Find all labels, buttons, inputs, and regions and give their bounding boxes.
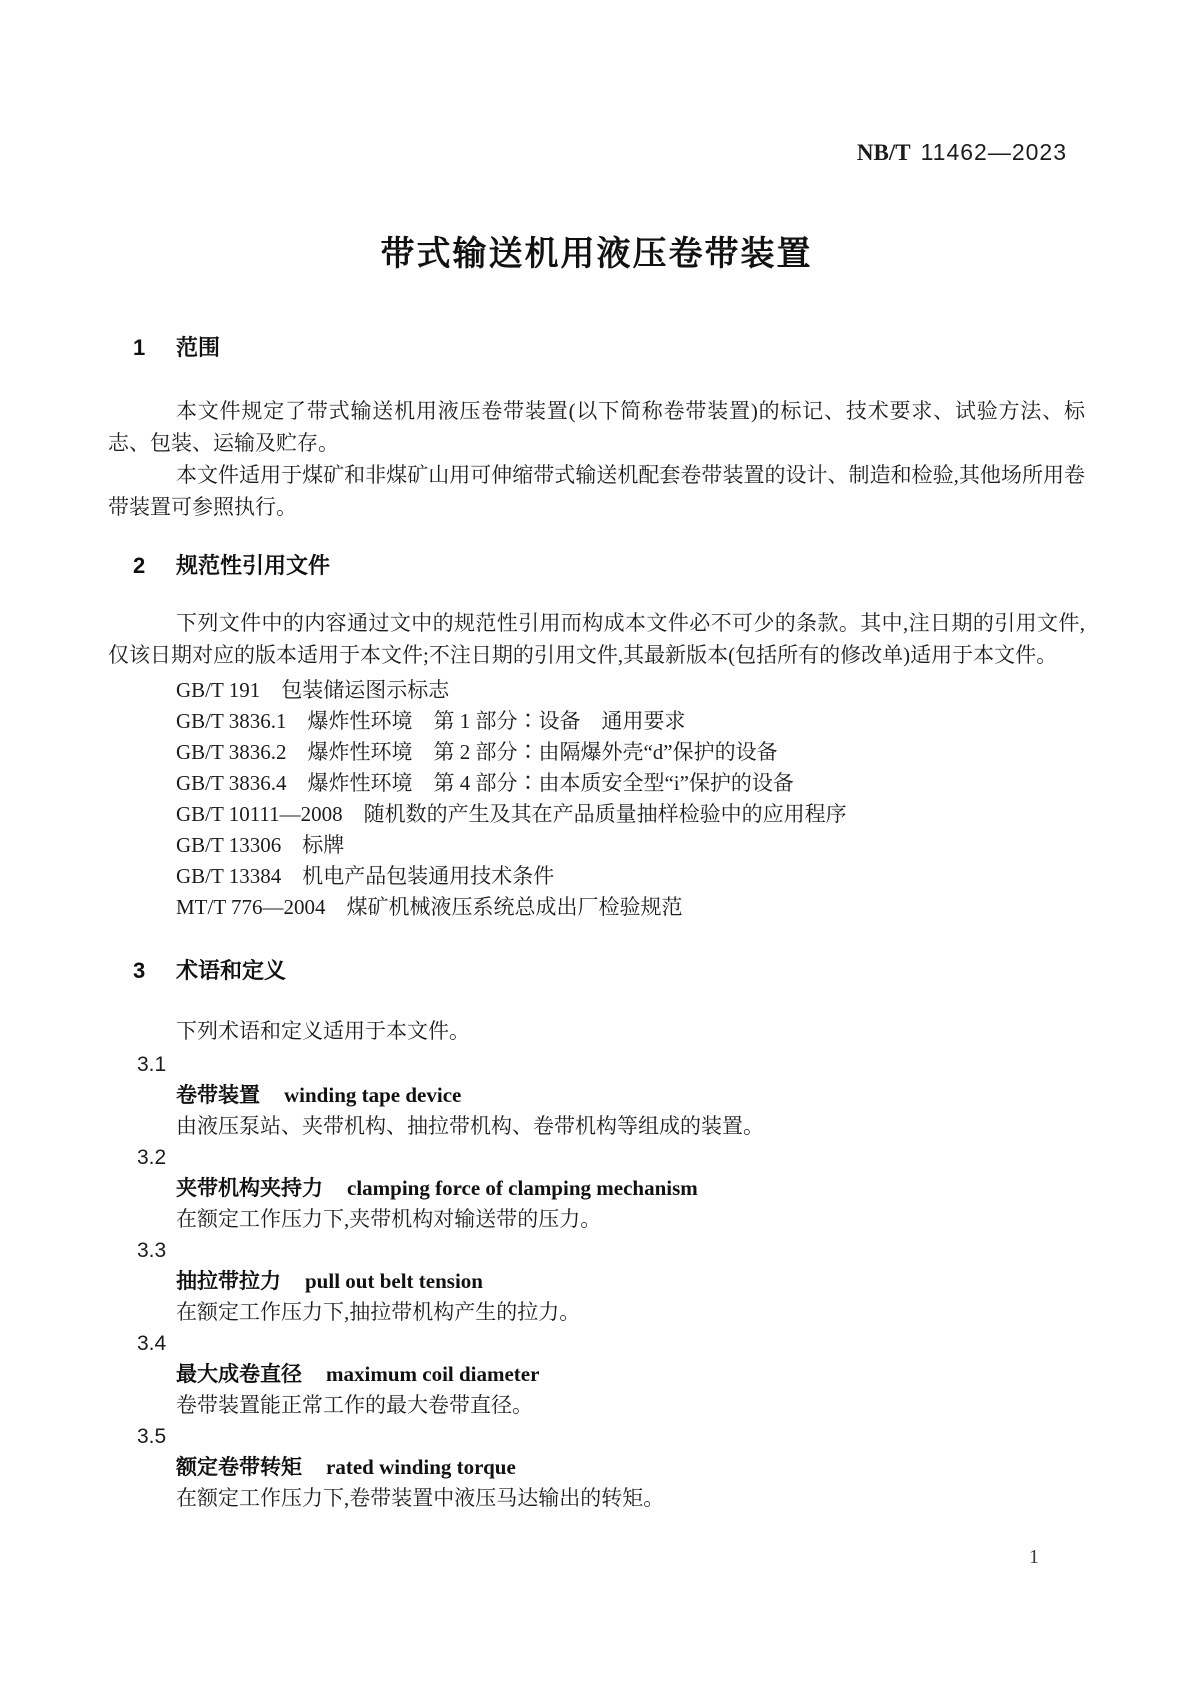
term-number: 3.5 bbox=[137, 1425, 167, 1448]
term-name-zh: 抽拉带拉力 bbox=[176, 1270, 281, 1293]
term-name bbox=[176, 1080, 1085, 1111]
term-name bbox=[176, 1173, 1085, 1204]
term-name-zh: 卷带装置 bbox=[176, 1084, 260, 1107]
scope-paragraph-1: 本文件规定了带式输送机用液压卷带装置(以下简称卷带装置)的标记、技术要求、试验方法、标志、包装、运输及贮存。 bbox=[108, 399, 1085, 455]
term-definition: 在额定工作压力下,卷带装置中液压马达输出的转矩。 bbox=[176, 1486, 665, 1510]
term-definition: 在额定工作压力下,夹带机构对输送带的压力。 bbox=[176, 1207, 602, 1231]
terms-intro: 下列术语和定义适用于本文件。 bbox=[176, 1019, 470, 1043]
reference-item: GB/T 10111—2008 随机数的产生及其在产品质量抽样检验中的应用程序 bbox=[176, 802, 847, 826]
section-2-title: 规范性引用文件 bbox=[176, 553, 331, 578]
term-entry bbox=[108, 1142, 1085, 1235]
term-entry bbox=[108, 1328, 1085, 1421]
terms-list bbox=[108, 1049, 1085, 1514]
reference-item: GB/T 3836.1 爆炸性环境 第 1 部分∶设备 通用要求 bbox=[176, 709, 686, 733]
section-1-title: 范围 bbox=[176, 335, 221, 360]
section-2-number: 2 bbox=[133, 553, 146, 578]
term-entry bbox=[108, 1235, 1085, 1328]
term-name-en: winding tape device bbox=[284, 1083, 462, 1107]
term-name bbox=[176, 1359, 1085, 1390]
term-name-zh: 夹带机构夹持力 bbox=[176, 1177, 323, 1200]
term-name-en: clamping force of clamping mechanism bbox=[347, 1176, 698, 1200]
standard-code-number: 11462—2023 bbox=[920, 139, 1067, 165]
document-title: 带式输送机用液压卷带装置 bbox=[380, 235, 813, 273]
reference-item: GB/T 3836.4 爆炸性环境 第 4 部分∶由本质安全型“i”保护的设备 bbox=[176, 771, 794, 795]
term-definition: 由液压泵站、夹带机构、抽拉带机构、卷带机构等组成的装置。 bbox=[176, 1114, 764, 1138]
section-1-number: 1 bbox=[133, 335, 146, 360]
term-number: 3.1 bbox=[137, 1053, 167, 1076]
term-definition: 卷带装置能正常工作的最大卷带直径。 bbox=[176, 1393, 533, 1417]
term-name-en: pull out belt tension bbox=[305, 1269, 483, 1293]
section-3-title: 术语和定义 bbox=[176, 958, 287, 983]
reference-item: GB/T 3836.2 爆炸性环境 第 2 部分∶由隔爆外壳“d”保护的设备 bbox=[176, 740, 778, 764]
reference-item: MT/T 776—2004 煤矿机械液压系统总成出厂检验规范 bbox=[176, 895, 683, 919]
normative-references-list bbox=[108, 675, 1085, 923]
standard-code-prefix: NB/T bbox=[856, 140, 911, 165]
normative-references-intro: 下列文件中的内容通过文中的规范性引用而构成本文件必不可少的条款。其中,注日期的引用文件,仅该日期对应的版本适用于本文件;不注日期的引用文件,其最新版本(包括所有的修改单)适用于本文件。 bbox=[108, 611, 1085, 667]
term-entry bbox=[108, 1421, 1085, 1514]
reference-item: GB/T 13384 机电产品包装通用技术条件 bbox=[176, 864, 555, 888]
term-name-en: rated winding torque bbox=[326, 1455, 516, 1479]
section-2-heading bbox=[133, 553, 1085, 579]
term-number: 3.3 bbox=[137, 1239, 167, 1262]
term-name bbox=[176, 1266, 1085, 1297]
term-name-zh: 额定卷带转矩 bbox=[176, 1456, 302, 1479]
term-name-en: maximum coil diameter bbox=[326, 1362, 540, 1386]
reference-item: GB/T 13306 标牌 bbox=[176, 833, 345, 857]
standard-code bbox=[108, 140, 1085, 165]
page-number: 1 bbox=[1029, 1546, 1039, 1568]
term-number: 3.4 bbox=[137, 1332, 167, 1355]
section-3-heading bbox=[133, 958, 1085, 984]
term-definition: 在额定工作压力下,抽拉带机构产生的拉力。 bbox=[176, 1300, 581, 1324]
section-1-heading bbox=[133, 335, 1085, 361]
term-name-zh: 最大成卷直径 bbox=[176, 1363, 302, 1386]
term-number: 3.2 bbox=[137, 1146, 167, 1169]
term-name bbox=[176, 1452, 1085, 1483]
scope-paragraph-2: 本文件适用于煤矿和非煤矿山用可伸缩带式输送机配套卷带装置的设计、制造和检验,其他场所用卷带装置可参照执行。 bbox=[108, 463, 1085, 519]
section-3-number: 3 bbox=[133, 958, 146, 983]
term-entry bbox=[108, 1049, 1085, 1142]
reference-item: GB/T 191 包装储运图示标志 bbox=[176, 678, 450, 702]
